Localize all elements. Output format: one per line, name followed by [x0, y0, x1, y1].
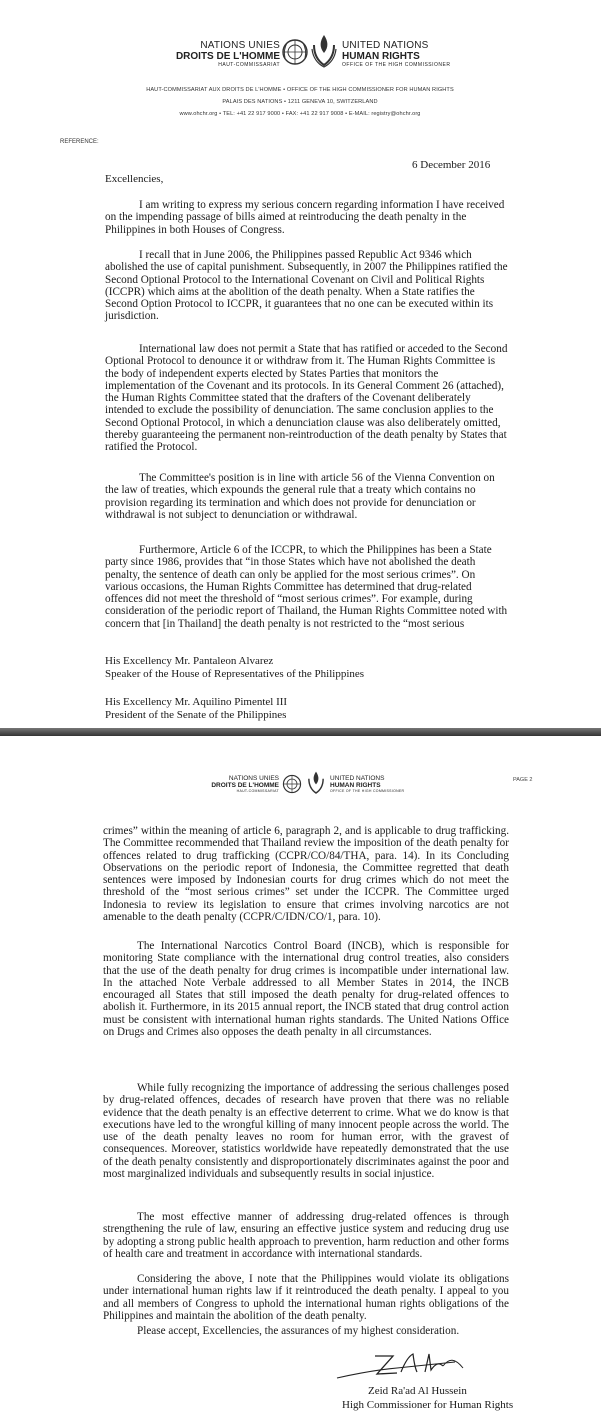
paragraph: Considering the above, I note that the Philippines would violate its obligations under international human rights law if it reintroduced the death penalty. I appeal to you and all members of Congress to uphold the international human rights obligations of the Philippines and maintain the abolition of the death penalty. [103, 1273, 509, 1322]
letterhead-left [160, 40, 280, 69]
letter-page-2 [0, 736, 601, 1428]
letterhead-left-line2: DROITS DE L'HOMME [175, 51, 280, 62]
page-separator [0, 728, 601, 736]
paragraph: I am writing to express my serious concern regarding information I have received on the impending passage of bills aimed at reintroducing the death penalty in the Philippines in both Houses of Congress. [105, 199, 505, 236]
paragraph: crimes” within the meaning of article 6, paragraph 2, and is applicable to drug trafficking. The Committee recommended that Thailand review the imposition of the death penalty for offences related to drug trafficking (CCPR/CO/84/THA, para. 14). In its Concluding Observations on the periodic report of Indonesia, the Committee regretted that death sentences were imposed by Indonesian courts for drug crimes which do not meet the threshold of the “most serious crimes” set under the ICCPR. The Committee urged Indonesia to review its legislation to ensure that crimes involving narcotics are not amenable to the death penalty (CCPR/C/IDN/CO/1, para. 10). [103, 825, 509, 924]
addressee-name: His Excellency Mr. Pantaleon Alvarez [105, 655, 274, 667]
letterhead-left-line1: NATIONS UNIES [200, 40, 280, 51]
letterhead-right [342, 40, 492, 69]
handwritten-signature [335, 1348, 470, 1389]
office-header-line3: www.ohchr.org • TEL: +41 22 917 9000 • FAX: +41 22 917 9008 • E-MAIL: registry@ohchr.org [179, 111, 421, 117]
addressee-title: Speaker of the House of Representatives of the Philippines [105, 668, 365, 680]
letterhead-left-line3: HAUT-COMMISSARIAT [218, 62, 280, 68]
un-emblem-icon [282, 774, 302, 799]
paragraph: The most effective manner of addressing drug-related offences is through strengthening the rule of law, ensuring an effective justice system and reducing drug use by adopting a strong public health approach to prevention, harm reduction and other forms of health care and treatment in accordance with international standards. [103, 1211, 509, 1260]
reference-label: REFERENCE: [60, 139, 99, 145]
letterhead-left-small [205, 775, 279, 794]
office-header-line2: PALAIS DES NATIONS • 1211 GENEVA 10, SWITZERLAND [222, 99, 378, 105]
paragraph: Furthermore, Article 6 of the ICCPR, to which the Philippines has been a State party since 1986, provides that “in those States which have not abolished the death penalty, the sentence of death can only be applied for the most serious crimes”. On various occasions, the Human Rights Committee has determined that drug-related offences did not meet the threshold of “most serious crimes”. For example, during consideration of the periodic report of Thailand, the Human Rights Committee noted with concern that [in Thailand] the death penalty is not restricted to the “most serious [105, 544, 508, 630]
letterhead-left-line3: HAUT-COMMISSARIAT [236, 789, 279, 793]
letterhead-left-line2: DROITS DE L'HOMME [211, 782, 279, 789]
letterhead-right-line2: HUMAN RIGHTS [330, 782, 381, 789]
addressee-title: President of the Senate of the Philippines [105, 709, 287, 721]
office-header-line1: HAUT-COMMISSARIAT AUX DROITS DE L'HOMME • OFFICE OF THE HIGH COMMISSIONER FOR HUMAN RIGHTS [146, 87, 454, 93]
letterhead-right-line3: OFFICE OF THE HIGH COMMISSIONER [342, 62, 451, 68]
paragraph: Please accept, Excellencies, the assurances of my highest consideration. [137, 1325, 460, 1337]
letterhead-right-small [330, 775, 430, 794]
salutation: Excellencies, [105, 173, 164, 185]
un-emblem-icon [281, 38, 309, 71]
paragraph: The Committee's position is in line with article 56 of the Vienna Convention on the law of treaties, which expounds the general rule that a treaty which contains no provision regarding its termination and which does not provide for denunciation or withdrawal is not subject to denunciation or withdrawal. [105, 472, 495, 521]
office-header [20, 84, 580, 120]
paragraph: The International Narcotics Control Board (INCB), which is responsible for monitoring State compliance with the international drug control treaties, also considers that the use of the death penalty for drug crimes is incompatible under international law. In the attached Note Verbale addressed to all Member States in 2014, the INCB encouraged all States that still imposed the death penalty for drug-related offences to abolish it. Furthermore, in its 2015 annual report, the INCB stated that drug control action must be consistent with international human rights standards. The United Nations Office on Drugs and Crimes also opposes the death penalty in all circumstances. [103, 940, 509, 1039]
paragraph: International law does not permit a State that has ratified or acceded to the Second Optional Protocol to denounce it or withdraw from it. The Human Rights Committee is the body of independent experts elected by States Parties that monitors the implementation of the Covenant and its protocols. In its General Comment 26 (attached), the Human Rights Committee stated that the drafters of the Covenant deliberately intended to exclude the possibility of denunciation. The same conclusion applies to the Second Optional Protocol, in which a denunciation clause was also deliberately omitted, thereby guaranteeing the permanent non-reintroduction of the death penalty by States that ratified the Protocol. [105, 343, 508, 454]
addressee-senate [105, 696, 287, 722]
paragraph: I recall that in June 2006, the Philippines passed Republic Act 9346 which abolished the use of capital punishment. Subsequently, in 2007 the Philippines ratified the Second Optional Protocol to the International Covenant on Civil and Political Rights (ICCPR) which aims at the abolition of the death penalty. When a State ratifies the Second Option Protocol to ICCPR, it guarantees that no one can be executed within its jurisdiction. [105, 249, 508, 323]
addressee-speaker [105, 655, 364, 681]
letterhead-right-line1: UNITED NATIONS [330, 775, 385, 782]
letterhead-right-line2: HUMAN RIGHTS [342, 51, 420, 62]
signatory-title: High Commissioner for Human Rights [342, 1399, 514, 1411]
signatory-name: Zeid Ra'ad Al Hussein [368, 1385, 467, 1397]
letterhead-left-line1: NATIONS UNIES [228, 775, 279, 782]
letterhead-right-line1: UNITED NATIONS [342, 40, 429, 51]
letterhead-right-line3: OFFICE OF THE HIGH COMMISSIONER [330, 789, 405, 793]
human-rights-logo-icon [306, 770, 326, 801]
paragraph: While fully recognizing the importance of addressing the serious challenges posed by drug-related offences, decades of research have proven that there was no reliable evidence that the death penalty is an effective deterrent to crime. What we do know is that executions have led to the wrongful killing of many innocent people across the world. The use of the death penalty leaves no room for human error, with the gravest of consequences. Moreover, statistics worldwide have repeatedly demonstrated that the use of the death penalty consistently and disproportionately discriminates against the poor and most marginalized individuals and subsequently results in social injustice. [103, 1082, 509, 1181]
page-number: PAGE 2 [513, 777, 533, 783]
human-rights-logo-icon [310, 33, 338, 74]
addressee-name: His Excellency Mr. Aquilino Pimentel III [105, 696, 288, 708]
letter-date: 6 December 2016 [412, 159, 491, 171]
